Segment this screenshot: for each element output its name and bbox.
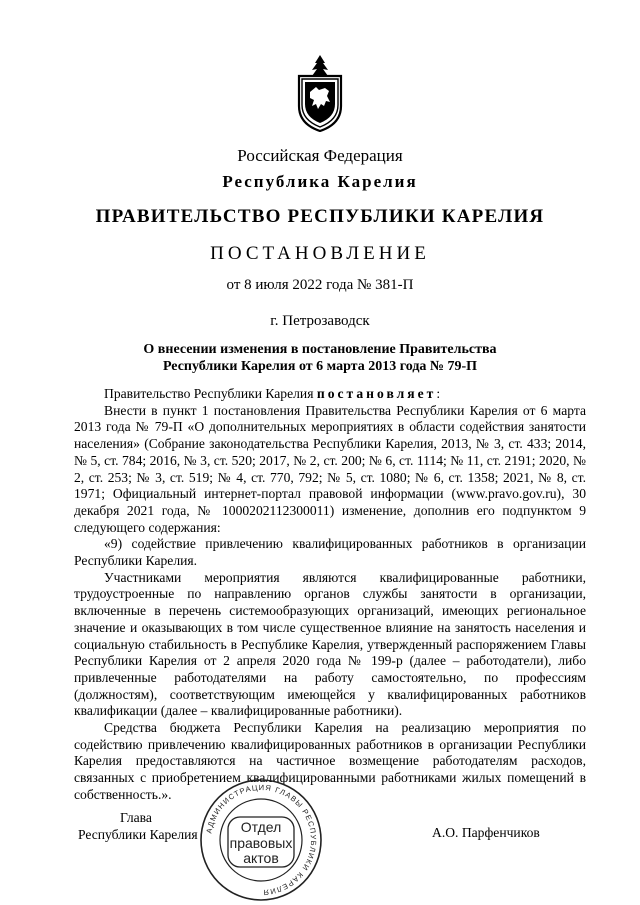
government-name: ПРАВИТЕЛЬСТВО РЕСПУБЛИКИ КАРЕЛИЯ [95, 206, 545, 227]
intro-prefix: Правительство Республики Карелия [104, 386, 317, 401]
signatory-name: А.О. Парфенчиков [432, 825, 540, 840]
signatory-title-line-1: Глава [120, 810, 152, 825]
intro-suffix: : [436, 386, 441, 401]
decree-city: г. Петрозаводск [270, 313, 370, 329]
stamp-line-1: Отдел [240, 819, 282, 835]
coat-of-arms-emblem [296, 54, 344, 132]
decree-date-number: от 8 июля 2022 года № 381-П [226, 277, 414, 293]
stamp-line-2: правовых [229, 835, 293, 851]
intro-paragraph [74, 386, 586, 403]
signatory-title [78, 809, 198, 843]
paragraph-1: Внести в пункт 1 постановления Правительства Республики Карелия от 6 марта 2013 года № 79-П «О дополнительных мероприятиях в области содействия занятости населения» (Собрание законодательства Республики Карелия, 2013, № 3, ст. 433; 2014, № 5, ст. 784; 2016, № 3, ст. 520; 2017, № 2, ст. 200; № 6, ст. 1114; № 11, ст. 2191; 2020, № 2, ст. 253; № 3, ст. 519; № 4, ст. 770, 792; № 5, ст. 1080; № 6, ст. 1358; 2021, № 8, ст. 1971; Официальный интернет-портал правовой информации (www.pravo.gov.ru), 30 декабря 2021 года, № 1000202112300011) изменение, дополнив его подпунктом 9 следующего содержания: [74, 402, 586, 535]
decree-body [74, 386, 586, 804]
decree-subject [0, 341, 640, 375]
paragraph-2: «9) содействие привлечению квалифицированных работников в организации Республики Карелия. [74, 536, 586, 569]
paragraph-4: Средства бюджета Республики Карелия на реализацию мероприятия по содействию привлечению квалифицированных работников в организации Республики Карелия предоставляются на частичное возмещение работодателям расходов, связанных с приобретением квалифицированными работниками жилых помещений в собственность.». [74, 720, 586, 802]
intro-verb: постановляет [316, 386, 437, 401]
stamp-ring-text: АДМИНИСТРАЦИЯ ГЛАВЫ РЕСПУБЛИКИ КАРЕЛИЯ [204, 782, 319, 898]
document-type: ПОСТАНОВЛЕНИЕ [210, 243, 430, 264]
subject-line-1: О внесении изменения в постановление Правительства [143, 342, 497, 357]
country-name: Российская Федерация [237, 146, 403, 165]
stamp-line-3: актов [243, 850, 279, 866]
subject-line-2: Республики Карелия от 6 марта 2013 года № 79-П [162, 359, 478, 374]
signatory-title-line-2: Республики Карелия [78, 827, 198, 842]
official-stamp [198, 777, 324, 903]
paragraph-3: Участниками мероприятия являются квалифицированные работники, трудоустроенные по направлению органов службы занятости в организации, включенные в перечень системообразующих организаций, имеющих региональное значение и оказывающих в том числе существенное влияние на занятость населения и социальную стабильность в Республике Карелия, утвержденный распоряжением Главы Республики Карелия от 2 апреля 2020 года № 199-р (далее – работодатели), либо привлеченные работодателями на работу самостоятельно, по профессиям (должностям), соответствующим имеющейся у квалифицированных работников квалификации (далее – квалифицированные работники). [74, 569, 586, 719]
republic-name: Республика Карелия [222, 172, 418, 191]
